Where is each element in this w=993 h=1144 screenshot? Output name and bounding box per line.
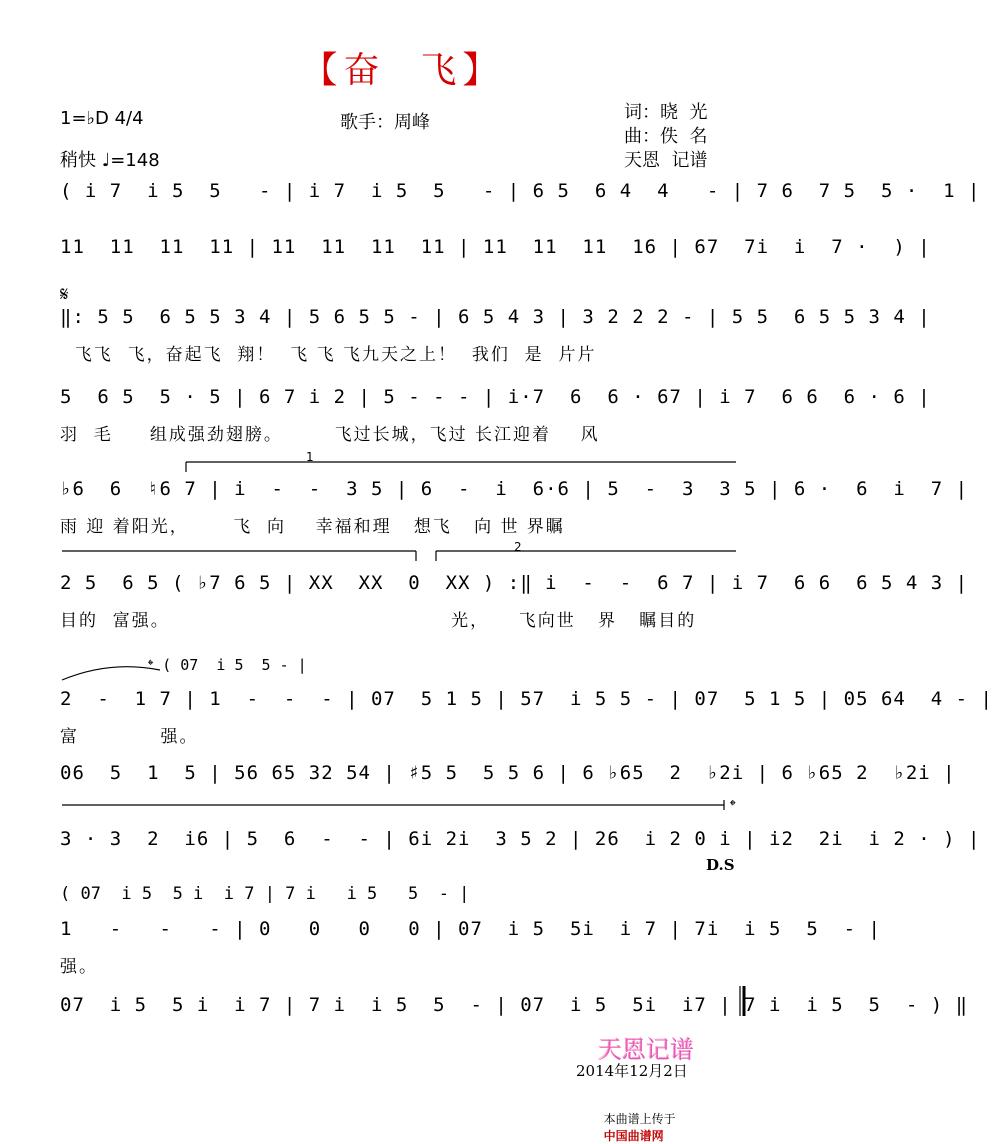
tempo: 稍快 ♩=148 bbox=[60, 150, 160, 171]
notes: 2 - 1 7 | 1 - - - | 07 5 1 5 | 57 i 5 5 - | 07 5 1 5 | 05 64 4 - | bbox=[60, 688, 993, 710]
transcriber-stamp: 天恩记谱 bbox=[598, 1036, 694, 1064]
key-signature: 1=♭D 4/4 bbox=[60, 108, 144, 129]
upload-text: 本曲谱上传于 bbox=[603, 1112, 676, 1126]
lyrics: 目的 富强。 光， 飞向世 界 瞩目的 bbox=[60, 611, 697, 631]
notes: 1 - - - | 0 0 0 0 | 07 i 5 5i i 7 | 7i i 5 5 - | bbox=[60, 918, 881, 940]
volta-2-label: 2 bbox=[514, 540, 522, 554]
page-title: 【奋 飞】 bbox=[301, 50, 505, 91]
coda-intro: 𝄌 ( 07 i 5 5 - | bbox=[148, 656, 307, 674]
upload-note bbox=[596, 1096, 676, 1144]
lyricist: 词：晓 光 bbox=[624, 102, 708, 123]
lyrics: 羽 毛 组成强劲翅膀。 飞过长城，飞过 长江迎着 风 bbox=[60, 425, 600, 445]
notes: 5 6 5 5 · 5 | 6 7 i 2 | 5 - - - | i·7 6 6 · 67 | i 7 6 6 6 · 6 | bbox=[60, 386, 931, 408]
singer: 歌手：周峰 bbox=[340, 112, 430, 133]
coda-sign: 𝄌 bbox=[730, 796, 736, 815]
segno-sign: 𝄋 bbox=[60, 282, 69, 306]
notes: ‖: 5 5 6 5 5 3 4 | 5 6 5 5 - | 6 5 4 3 | 3 2 2 2 - | 5 5 6 5 5 3 4 | bbox=[60, 306, 931, 328]
notes: 11 11 11 11 | 11 11 11 11 | 11 11 11 16 | 67 7i i 7 · ) | bbox=[60, 236, 931, 258]
transcriber: 天恩 记谱 bbox=[624, 150, 708, 171]
lyrics: 雨 迎 着阳光， 飞 向 幸福和理 想飞 向 世 界瞩 bbox=[60, 517, 565, 537]
site-logo[interactable]: 中国曲谱网 bbox=[603, 1129, 664, 1143]
lyrics: 富 强。 bbox=[60, 727, 199, 747]
notes: ( i 7 i 5 5 - | i 7 i 5 5 - | 6 5 6 4 4 - | 7 6 7 5 5 · 1 | bbox=[60, 180, 981, 202]
notes: 07 i 5 5 i i 7 | 7 i i 5 5 - | 07 i 5 5i i7 | 7 i i 5 5 - ) ‖ bbox=[60, 994, 969, 1016]
date: 2014年12月2日 bbox=[576, 1062, 688, 1080]
volta-1-label: 1 bbox=[306, 450, 314, 464]
notes: ♭6 6 ♮6 7 | i - - 3 5 | 6 - i 6·6 | 5 - 3 3 5 | 6 · 6 i 7 | bbox=[60, 478, 969, 500]
ds-marking: D.S bbox=[706, 856, 735, 874]
composer: 曲：佚 名 bbox=[624, 126, 708, 147]
lyrics: 飞飞 飞，奋起飞 翔！ 飞 飞 飞九天之上！ 我们 是 片片 bbox=[60, 345, 597, 365]
lyrics: 强。 bbox=[60, 957, 98, 977]
notes: 2 5 6 5 ( ♭7 6 5 | XX XX 0 XX ) :‖ i - - 6 7 | i 7 6 6 6 5 4 3 | bbox=[60, 572, 969, 594]
sub-intro: ( 07 i 5 5 i i 7 | 7 i i 5 5 - | bbox=[60, 884, 470, 904]
notes: 3 · 3 2 i6 | 5 6 - - | 6i 2i 3 5 2 | 26 i 2 0 i | i2 2i i 2 · ) | bbox=[60, 828, 981, 850]
notes: 06 5 1 5 | 56 65 32 54 | ♯5 5 5 5 6 | 6 ♭65 2 ♭2i | 6 ♭65 2 ♭2i | bbox=[60, 762, 956, 784]
